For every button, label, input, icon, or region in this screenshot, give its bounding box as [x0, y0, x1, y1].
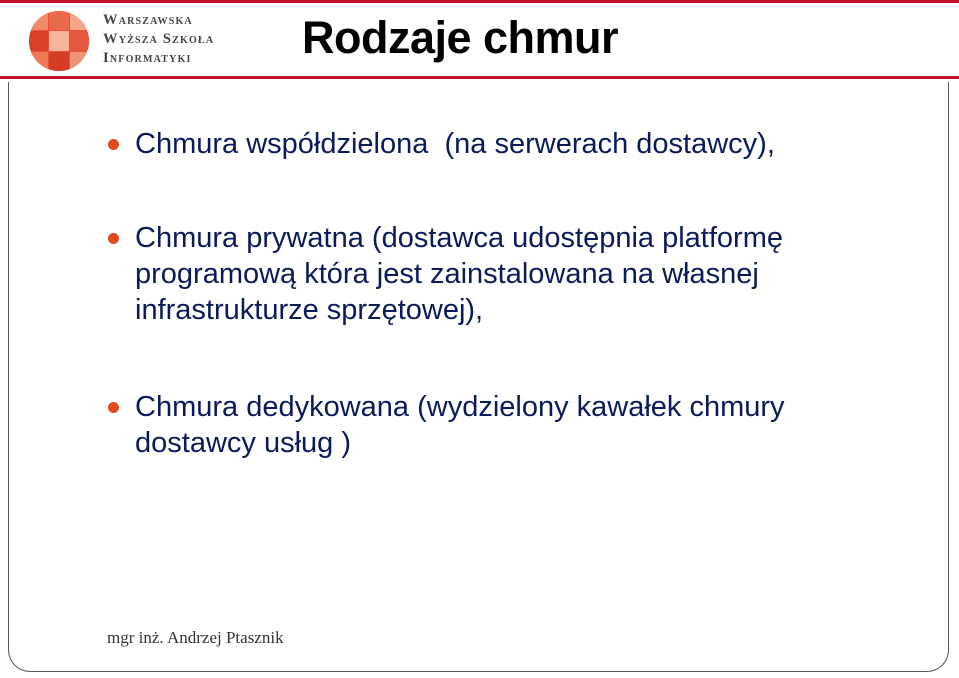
top-rule	[0, 0, 959, 3]
header-rule	[0, 76, 959, 79]
bullet-text-line: dostawcy usług )	[135, 427, 351, 459]
school-logo-icon	[28, 10, 90, 72]
bullet-text-part: Chmura współdzielona	[135, 128, 429, 160]
bullet-text	[135, 220, 898, 328]
bullet-dot-icon	[108, 402, 119, 413]
school-name	[103, 11, 263, 68]
bullet-text-line: infrastrukturze sprzętowej),	[135, 294, 484, 326]
bullet-text-part: (na serwerach dostawcy),	[428, 128, 775, 160]
bullet-item	[108, 389, 898, 461]
footer-author: mgr inż. Andrzej Ptasznik	[107, 628, 284, 647]
bullet-dot-icon	[108, 233, 119, 244]
bullet-text-line: Chmura dedykowana (wydzielony kawałek chmury	[135, 391, 785, 423]
bullet-text-line: programową która jest zainstalowana na własnej	[135, 258, 759, 290]
bullet-text	[135, 389, 898, 461]
slide-frame	[8, 82, 949, 672]
slide-title: Rodzaje chmur	[302, 12, 619, 63]
school-name-line-3: Informatyki	[103, 50, 192, 66]
bullet-dot-icon	[108, 139, 119, 150]
school-name-line-2: Wyższa Szkoła	[103, 31, 215, 47]
school-name-line-1: Warszawska	[103, 12, 193, 28]
bullet-item	[108, 126, 898, 162]
bullet-item	[108, 220, 898, 328]
bullet-text	[135, 126, 898, 162]
bullet-text-line: Chmura prywatna (dostawca udostępnia platformę	[135, 222, 783, 254]
